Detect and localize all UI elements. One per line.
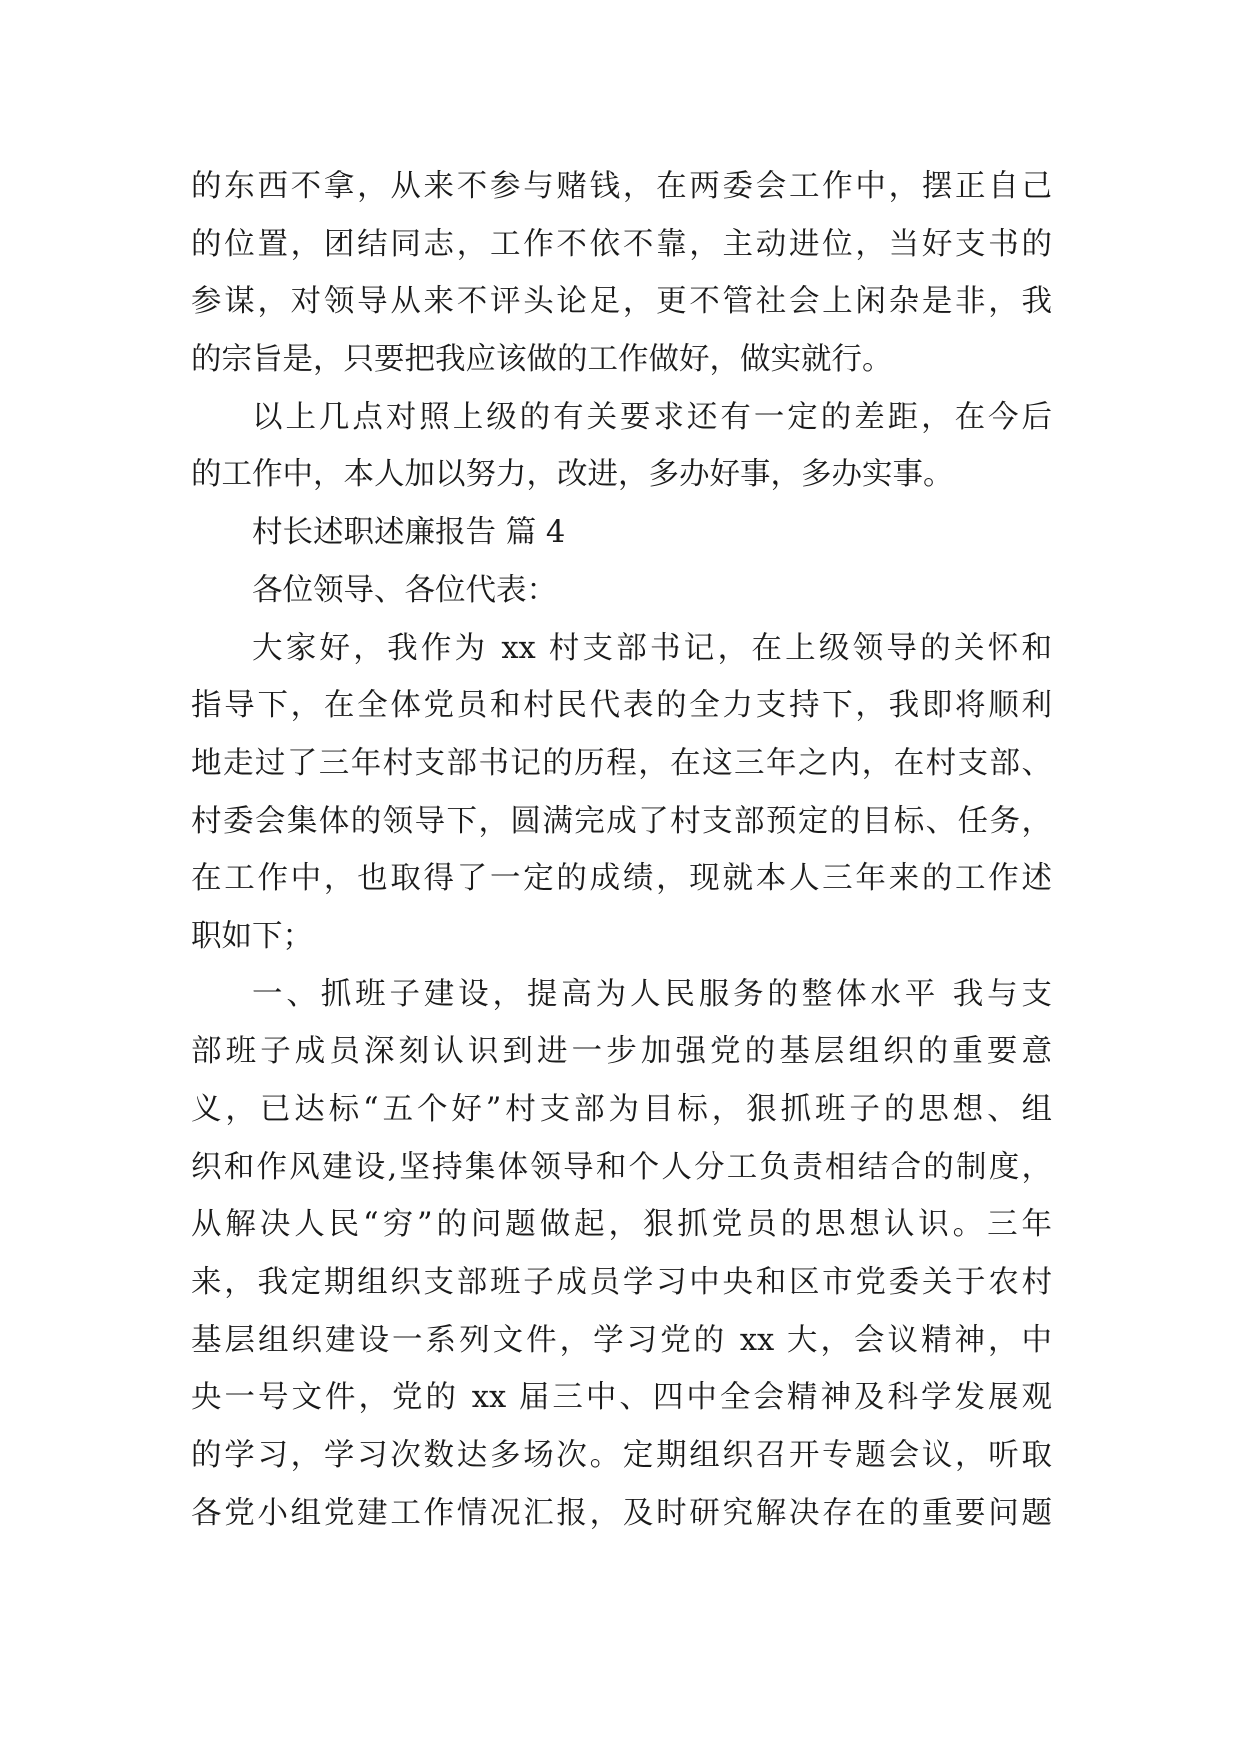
- text-line: 的学习，学习次数达多场次。定期组织召开专题会议，听取: [191, 1438, 1052, 1474]
- text-line: 的工作中，本人加以努力，改进，多办好事，多办实事。: [191, 457, 954, 493]
- text-line: 的东西不拿，从来不参与赌钱，在两委会工作中，摆正自己: [191, 169, 1052, 204]
- text-line: 大家好，我作为 xx 村支部书记，在上级领导的关怀和: [252, 630, 1052, 666]
- text-line: 的宗旨是，只要把我应该做的工作做好，做实就行。: [191, 342, 893, 378]
- text-line: 义，已达标“五个好”村支部为目标，狠抓班子的思想、组: [191, 1092, 1052, 1127]
- text-line: 地走过了三年村支部书记的历程，在这三年之内，在村支部、: [191, 745, 1052, 781]
- text-line: 村委会集体的领导下，圆满完成了村支部预定的目标、任务，: [191, 803, 1052, 839]
- body-text: [191, 158, 1052, 1543]
- text-line: 各党小组党建工作情况汇报，及时研究解决存在的重要问题: [191, 1495, 1052, 1531]
- text-line: 来，我定期组织支部班子成员学习中央和区市党委关于农村: [191, 1265, 1052, 1301]
- text-line: 从解决人民“穷”的问题做起，狠抓党员的思想认识。三年: [191, 1207, 1052, 1243]
- text-line: 一、抓班子建设，提高为人民服务的整体水平 我与支: [252, 976, 1052, 1012]
- text-line: 以上几点对照上级的有关要求还有一定的差距，在今后: [252, 399, 1052, 435]
- text-line: 部班子成员深刻认识到进一步加强党的基层组织的重要意: [191, 1034, 1052, 1070]
- text-line: 参谋，对领导从来不评头论足，更不管社会上闲杂是非，我: [191, 284, 1052, 320]
- text-line: 央一号文件，党的 xx 届三中、四中全会精神及科学发展观: [191, 1380, 1052, 1416]
- text-line: 织和作风建设,坚持集体领导和个人分工负责相结合的制度，: [191, 1149, 1052, 1185]
- section-heading: 村长述职述廉报告 篇 4: [252, 515, 566, 551]
- text-line: 指导下，在全体党员和村民代表的全力支持下，我即将顺利: [191, 688, 1052, 724]
- text-line: 在工作中，也取得了一定的成绩，现就本人三年来的工作述: [191, 861, 1052, 897]
- text-line: 职如下；: [191, 918, 313, 954]
- text-line: 基层组织建设一系列文件，学习党的 xx 大，会议精神，中: [191, 1322, 1052, 1358]
- text-line: 的位置，团结同志，工作不依不靠，主动进位，当好支书的: [191, 226, 1052, 262]
- salutation: 各位领导、各位代表：: [252, 572, 557, 608]
